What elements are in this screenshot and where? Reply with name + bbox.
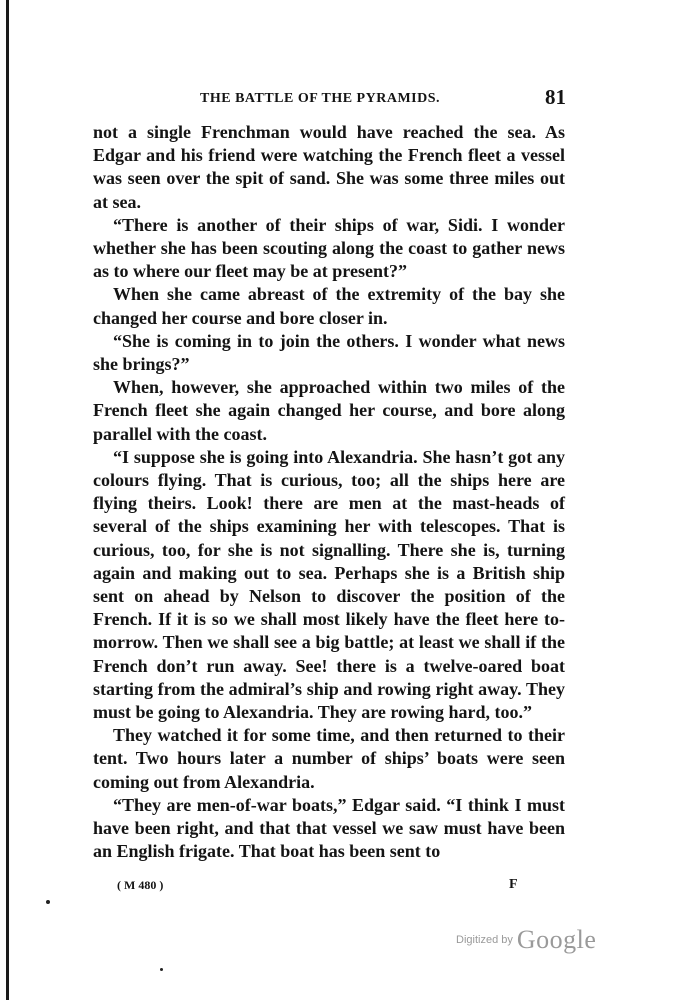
paragraph: “There is another of their ships of war, Sidi. I wonder whether she has been scouting along the coast to gather news as to where our fleet may be at present?” bbox=[93, 214, 565, 282]
page-header bbox=[0, 85, 691, 115]
body-text bbox=[93, 121, 565, 864]
ink-speck bbox=[160, 968, 163, 971]
paragraph: “They are men-of-war boats,” Edgar said. “I think I must have been right, and that that vessel we saw must have been an English frigate. That boat has been sent to bbox=[93, 794, 565, 862]
page-edge-rule bbox=[6, 0, 9, 1000]
watermark-brand: Google bbox=[516, 925, 597, 954]
running-head: THE BATTLE OF THE PYRAMIDS. bbox=[200, 91, 441, 106]
page-footer bbox=[0, 878, 691, 898]
gathering-letter: F bbox=[509, 877, 518, 892]
paragraph: “She is coming in to join the others. I wonder what news she brings?” bbox=[93, 330, 565, 375]
signature-mark: ( M 480 ) bbox=[117, 878, 164, 892]
digitized-watermark bbox=[456, 925, 596, 955]
paragraph: not a single Frenchman would have reached the sea. As Edgar and his friend were watching the French fleet a vessel was seen over the spit of sand. She was some three miles out at sea. bbox=[93, 122, 565, 212]
paragraph: When she came abreast of the extremity of the bay she changed her course and bore closer in. bbox=[93, 284, 565, 328]
paragraph: When, however, she approached within two miles of the French fleet she again changed her course, and bore along parallel with the coast. bbox=[93, 377, 565, 444]
watermark-prefix: Digitized by bbox=[456, 934, 513, 946]
ink-speck bbox=[46, 900, 50, 904]
paragraph: They watched it for some time, and then returned to their tent. Two hours later a number of ships’ boats were seen coming out from Alexandria. bbox=[93, 725, 565, 792]
page-number: 81 bbox=[545, 85, 566, 109]
paragraph: “I suppose she is going into Alexandria. She hasn’t got any colours flying. That is curious, too; all the ships here are flying theirs. Look! there are men at the mast-heads of several of the ships examining her with telescopes. That is curious, too, for she is not signalling. There she is, turning again and making out to sea. Perhaps she is a British ship sent on ahead by Nelson to discover the position of the French. If it is so we shall most likely have the fleet here to-morrow. Then we shall see a big battle; at least we shall if the French don’t run away. See! there is a twelve-oared boat starting from the admiral’s ship and rowing right away. They must be going to Alexandria. They are rowing hard, too.” bbox=[93, 446, 565, 723]
